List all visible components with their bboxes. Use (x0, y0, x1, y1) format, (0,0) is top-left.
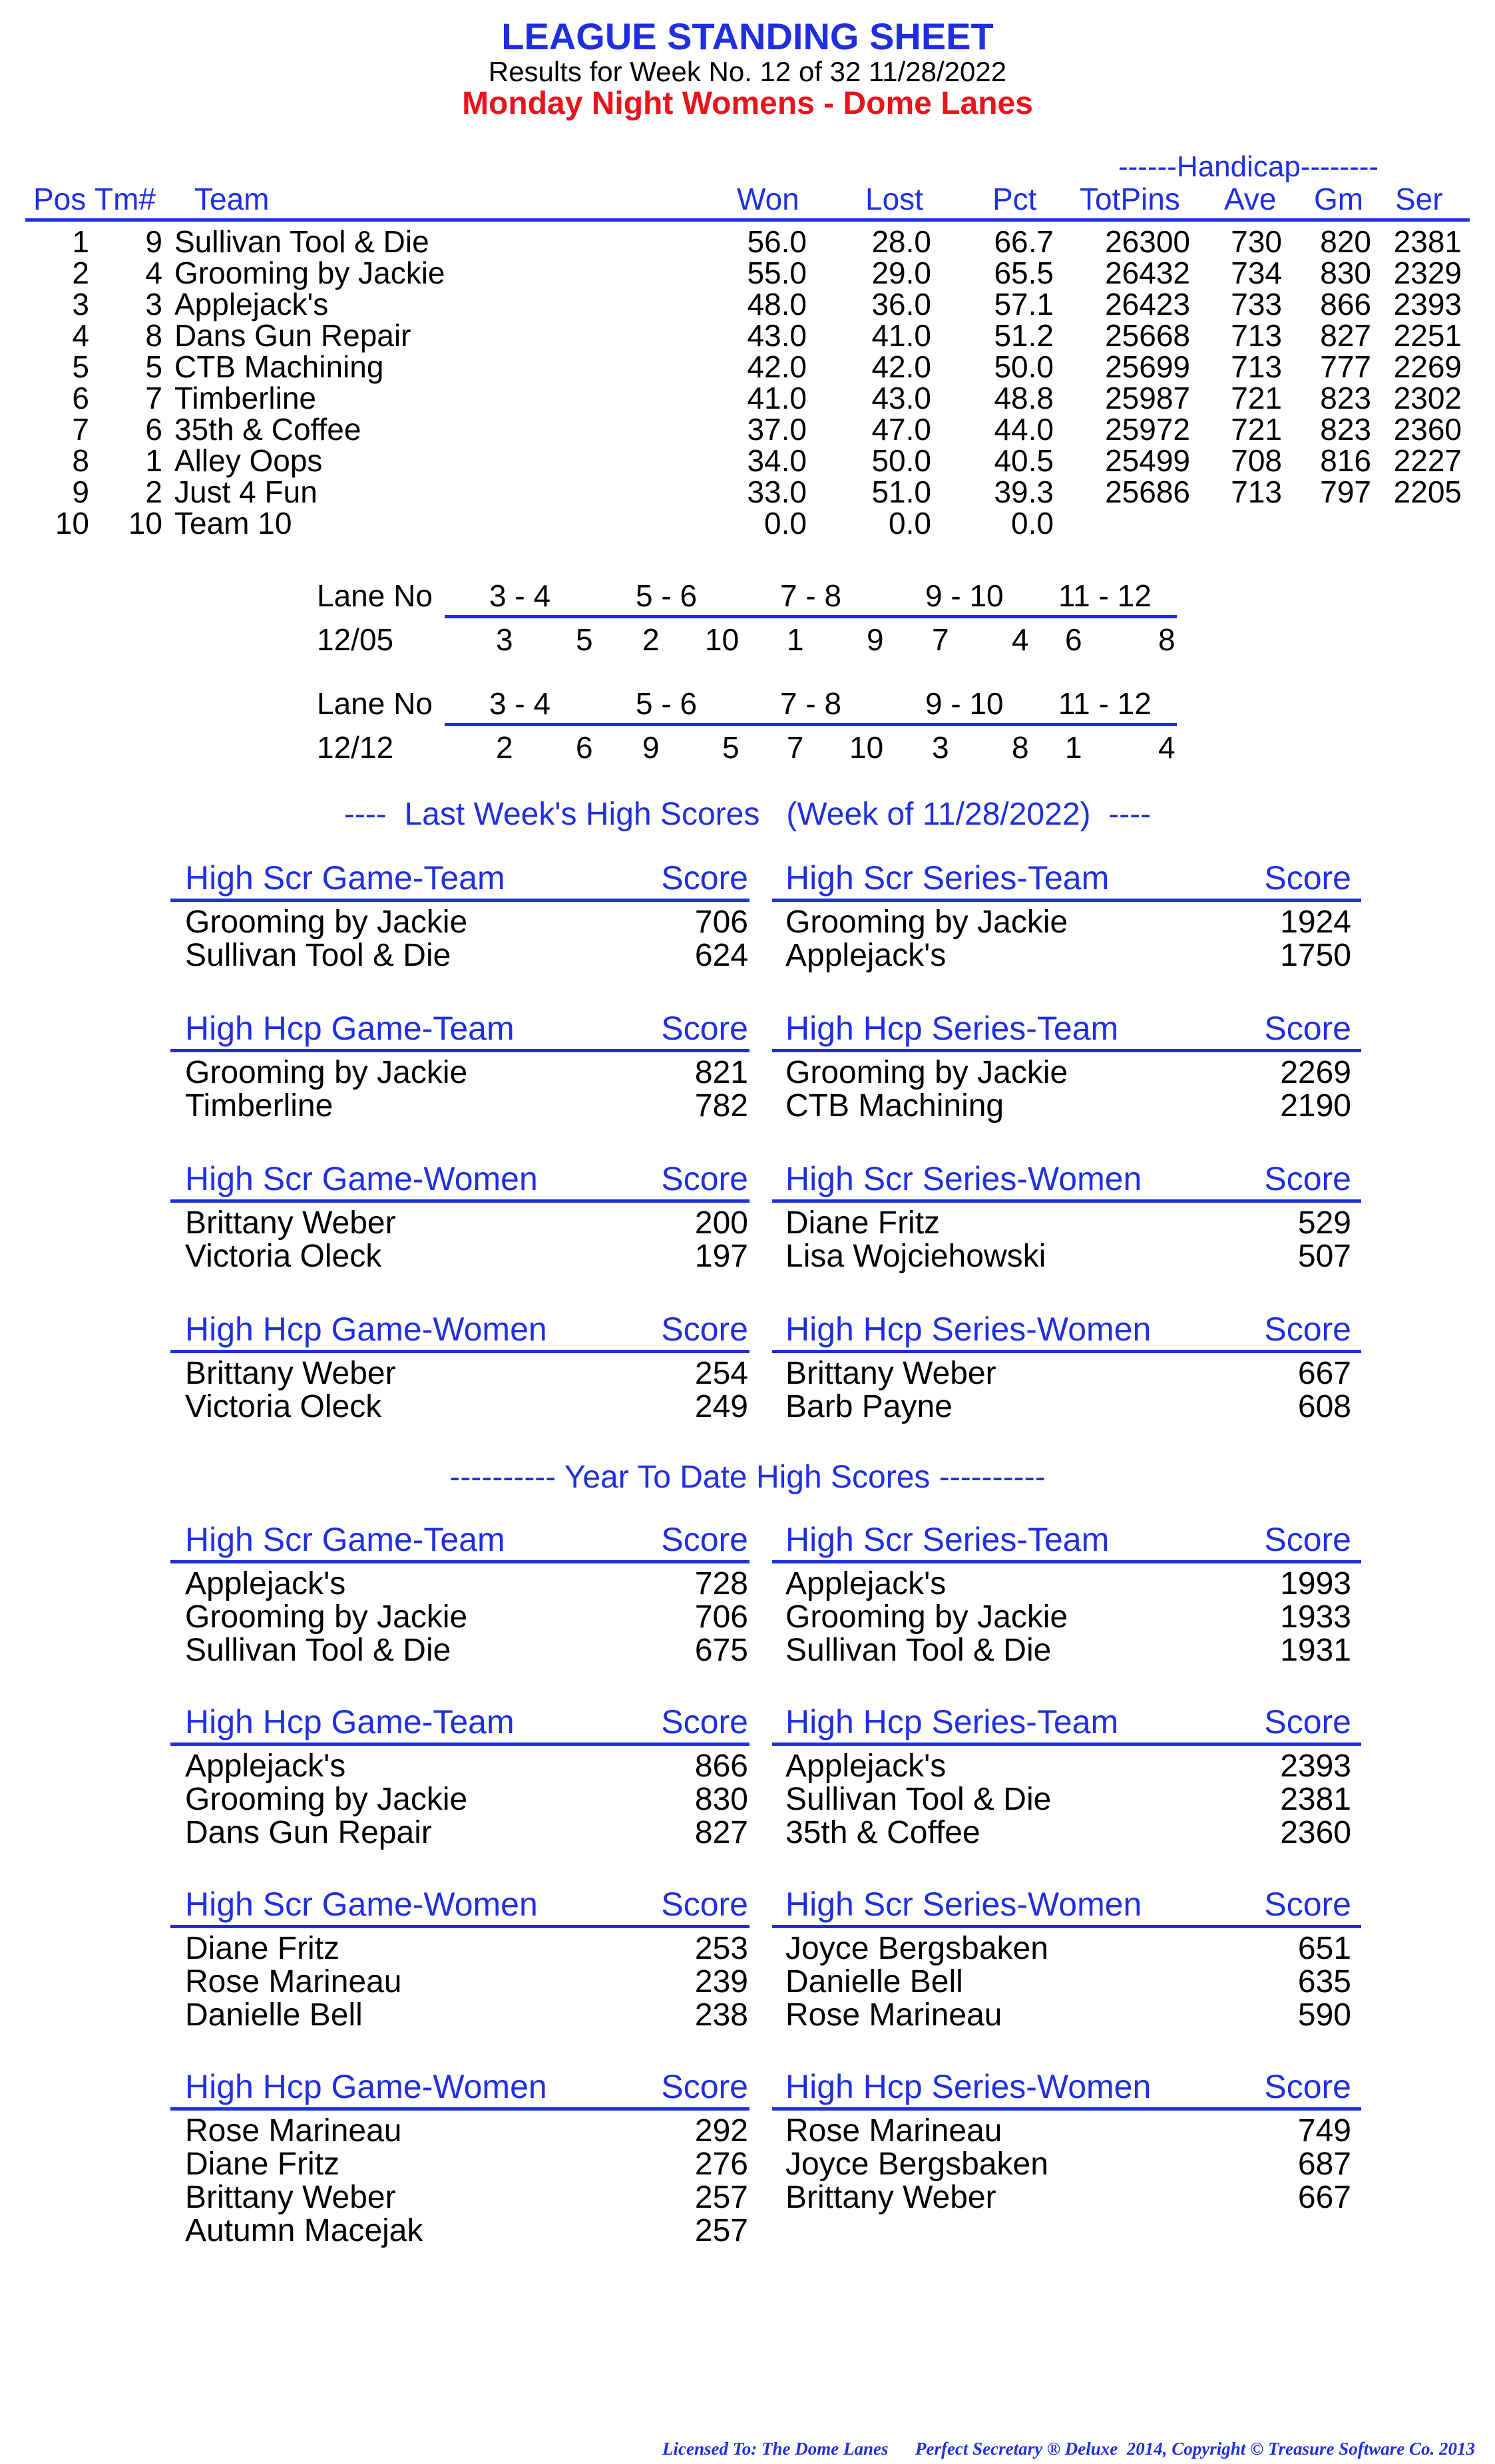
entry-name: Timberline (185, 1088, 333, 1124)
entry-score: 608 (1297, 1389, 1351, 1424)
cell-team: Sullivan Tool & Die (174, 224, 429, 259)
entry-score: 635 (1297, 1964, 1351, 1999)
cell-pct: 0.0 (1011, 506, 1054, 540)
cell-lost: 36.0 (871, 287, 931, 321)
match-team-a: 9 (642, 730, 660, 765)
cell-gm: 827 (1320, 318, 1371, 353)
cell-pos: 2 (72, 256, 89, 290)
entry-score: 651 (1297, 1931, 1351, 1966)
col-totpins: TotPins (1080, 182, 1180, 216)
section-title: High Hcp Series-Team (785, 1703, 1119, 1741)
entry-name: Grooming by Jackie (785, 1599, 1068, 1635)
entry-name: Applejack's (785, 1566, 947, 1601)
cell-lost: 47.0 (871, 412, 931, 447)
entry-score: 2190 (1280, 1088, 1351, 1124)
cell-pct: 65.5 (994, 256, 1054, 290)
entry-name: Brittany Weber (785, 2180, 996, 2215)
section-title: High Hcp Series-Team (785, 1010, 1119, 1047)
last-week-banner: ---- Last Week's High Scores (Week of 11/28/2022) ---- (343, 797, 1152, 832)
table-row (0, 505, 1495, 540)
cell-ave: 721 (1231, 381, 1282, 415)
section-title: High Scr Game-Team (185, 859, 505, 897)
cell-pos: 1 (72, 224, 89, 259)
score-header: Score (661, 1521, 748, 1558)
entry-name: Grooming by Jackie (185, 1782, 468, 1817)
entry-score: 197 (694, 1239, 748, 1274)
entry-name: Joyce Bergsbaken (785, 2147, 1048, 2182)
match-team-b: 8 (1158, 622, 1175, 657)
section-title: High Hcp Series-Women (785, 2068, 1152, 2105)
section-title: High Scr Series-Team (785, 859, 1110, 897)
entry-score: 257 (694, 2180, 748, 2215)
entry-name: Brittany Weber (185, 1205, 396, 1241)
match-team-b: 5 (722, 730, 740, 765)
cell-tm: 5 (145, 349, 162, 384)
cell-team: Team 10 (174, 506, 292, 540)
entry-name: Autumn Macejak (185, 2213, 423, 2248)
score-header: Score (1264, 1010, 1351, 1047)
entry-score: 276 (694, 2147, 748, 2182)
cell-pos: 3 (72, 287, 89, 321)
handicap-label: ------Handicap-------- (1118, 150, 1379, 183)
col-won: Won (737, 182, 799, 216)
section-title: High Scr Game-Team (185, 1521, 505, 1558)
entry-name: Sullivan Tool & Die (185, 1633, 451, 1668)
entry-name: Sullivan Tool & Die (785, 1782, 1052, 1817)
section-underline (772, 1560, 1361, 1563)
cell-pct: 44.0 (994, 412, 1054, 447)
entry-score: 292 (694, 2113, 748, 2149)
cell-lost: 42.0 (871, 349, 931, 384)
entry-name: Brittany Weber (185, 2180, 396, 2215)
cell-team: CTB Machining (174, 349, 384, 384)
cell-pos: 10 (55, 506, 89, 540)
cell-pos: 9 (72, 475, 89, 509)
entry-name: CTB Machining (785, 1088, 1004, 1124)
cell-pos: 8 (72, 443, 89, 478)
cell-won: 41.0 (747, 381, 807, 415)
entry-score: 687 (1297, 2147, 1351, 2182)
cell-ser: 2302 (1393, 381, 1462, 415)
entry-name: Rose Marineau (785, 2113, 1002, 2149)
entry-score: 590 (1297, 1997, 1351, 2033)
col-team: Team (194, 182, 270, 216)
entry-name: Barb Payne (785, 1389, 953, 1424)
cell-totpins: 25499 (1105, 443, 1190, 478)
cell-team: Alley Oops (174, 443, 323, 478)
cell-won: 0.0 (764, 506, 807, 540)
match-team-b: 10 (705, 622, 740, 657)
score-header: Score (1264, 1703, 1351, 1741)
lane-pair: 5 - 6 (636, 578, 698, 613)
cell-team: 35th & Coffee (174, 412, 361, 447)
score-header: Score (661, 859, 748, 897)
cell-pct: 57.1 (994, 287, 1054, 321)
cell-lost: 0.0 (889, 506, 931, 540)
entry-name: Diane Fritz (185, 2147, 340, 2182)
entry-score: 529 (1297, 1205, 1351, 1241)
entry-name: Joyce Bergsbaken (785, 1931, 1048, 1966)
entry-name: Applejack's (785, 1748, 947, 1784)
cell-gm: 866 (1320, 287, 1371, 321)
cell-tm: 7 (145, 381, 162, 415)
section-title: High Scr Game-Women (185, 1160, 538, 1197)
lane-pair: 7 - 8 (780, 686, 842, 721)
entry-name: Applejack's (185, 1566, 346, 1601)
cell-pct: 48.8 (994, 381, 1054, 415)
score-header: Score (1264, 1160, 1351, 1197)
entry-score: 2381 (1280, 1782, 1351, 1817)
cell-pos: 5 (72, 349, 89, 384)
match-team-b: 8 (1012, 730, 1029, 765)
section-underline (170, 1350, 749, 1353)
cell-totpins: 25972 (1105, 412, 1190, 447)
cell-ave: 713 (1231, 475, 1282, 509)
entry-score: 200 (694, 1205, 748, 1241)
entry-name: Rose Marineau (785, 1997, 1002, 2033)
score-header: Score (1264, 2068, 1351, 2105)
cell-pct: 66.7 (994, 224, 1054, 259)
col-gm: Gm (1314, 182, 1364, 216)
section-underline (772, 1199, 1361, 1203)
entry-name: Victoria Oleck (185, 1239, 382, 1274)
cell-tm: 4 (145, 256, 162, 290)
entry-score: 1750 (1280, 938, 1351, 973)
cell-team: Just 4 Fun (174, 475, 318, 509)
section-title: High Hcp Game-Team (185, 1010, 515, 1047)
cell-tm: 6 (145, 412, 162, 447)
entry-score: 675 (694, 1633, 748, 1668)
section-title: High Scr Series-Women (785, 1886, 1142, 1923)
cell-won: 56.0 (747, 224, 807, 259)
cell-pct: 50.0 (994, 349, 1054, 384)
match-team-b: 5 (576, 622, 593, 657)
cell-totpins: 25987 (1105, 381, 1190, 415)
section-underline (170, 1049, 749, 1052)
score-header: Score (661, 2068, 748, 2105)
cell-ser: 2381 (1393, 224, 1462, 259)
cell-ave: 713 (1231, 318, 1282, 353)
week-subtitle: Results for Week No. 12 of 32 11/28/2022 (488, 56, 1007, 87)
entry-score: 249 (694, 1389, 748, 1424)
license-footer: Licensed To: The Dome Lanes Perfect Secretary ® Deluxe 2014, Copyright © Treasure Software Co. 2013 (662, 2439, 1475, 2459)
score-header: Score (1264, 859, 1351, 897)
entry-name: Danielle Bell (785, 1964, 963, 1999)
entry-score: 238 (694, 1997, 748, 2033)
lane-pair: 9 - 10 (925, 686, 1004, 721)
entry-score: 2393 (1280, 1748, 1351, 1784)
cell-lost: 29.0 (871, 256, 931, 290)
cell-gm: 820 (1320, 224, 1371, 259)
entry-name: Grooming by Jackie (785, 905, 1068, 940)
match-team-b: 6 (576, 730, 593, 765)
cell-ave: 734 (1231, 256, 1282, 290)
cell-lost: 43.0 (871, 381, 931, 415)
match-team-a: 3 (932, 730, 949, 765)
lane-pair: 3 - 4 (489, 686, 551, 721)
section-underline (170, 899, 749, 902)
cell-ave: 733 (1231, 287, 1282, 321)
cell-pos: 6 (72, 381, 89, 415)
cell-lost: 50.0 (871, 443, 931, 478)
cell-ser: 2205 (1393, 475, 1462, 509)
cell-ser: 2269 (1393, 349, 1462, 384)
lane-pair: 5 - 6 (636, 686, 698, 721)
entry-name: Rose Marineau (185, 1964, 402, 1999)
table-row (0, 317, 1495, 353)
cell-won: 37.0 (747, 412, 807, 447)
cell-tm: 1 (145, 443, 162, 478)
entry-name: Victoria Oleck (185, 1389, 382, 1424)
cell-tm: 9 (145, 224, 162, 259)
col-lost: Lost (865, 182, 923, 216)
entry-name: Sullivan Tool & Die (185, 938, 451, 973)
entry-score: 667 (1297, 2180, 1351, 2215)
entry-name: Grooming by Jackie (785, 1055, 1068, 1090)
entry-score: 1931 (1280, 1633, 1351, 1668)
match-team-b: 4 (1012, 622, 1029, 657)
entry-score: 257 (694, 2213, 748, 2248)
section-title: High Hcp Game-Women (185, 2068, 547, 2105)
match-team-b: 4 (1158, 730, 1175, 765)
entry-name: Dans Gun Repair (185, 1815, 432, 1850)
cell-team: Timberline (174, 381, 317, 415)
col-ser: Ser (1395, 182, 1443, 216)
cell-ser: 2393 (1393, 287, 1462, 321)
entry-score: 830 (694, 1782, 748, 1817)
cell-tm: 2 (145, 475, 162, 509)
match-team-a: 7 (787, 730, 804, 765)
entry-score: 253 (694, 1931, 748, 1966)
cell-team: Applejack's (174, 287, 329, 321)
section-title: High Hcp Game-Women (185, 1311, 547, 1348)
section-underline (170, 1925, 749, 1928)
cell-tm: 10 (128, 506, 162, 540)
cell-pct: 51.2 (994, 318, 1054, 353)
section-underline (772, 1049, 1361, 1052)
section-underline (772, 1743, 1361, 1746)
section-title: High Scr Series-Women (785, 1160, 1142, 1197)
col-pct: Pct (992, 182, 1037, 216)
section-underline (772, 1350, 1361, 1353)
section-underline (170, 1743, 749, 1746)
entry-score: 728 (694, 1566, 748, 1601)
cell-ser: 2227 (1393, 443, 1462, 478)
entry-name: Grooming by Jackie (185, 1055, 468, 1090)
lane-pair: 7 - 8 (780, 578, 842, 613)
cell-gm: 797 (1320, 475, 1371, 509)
cell-gm: 777 (1320, 349, 1371, 384)
cell-pct: 39.3 (994, 475, 1054, 509)
cell-ave: 713 (1231, 349, 1282, 384)
lane-label: Lane No (317, 578, 433, 613)
section-underline (772, 899, 1361, 902)
cell-totpins: 25686 (1105, 475, 1190, 509)
lane-divider (445, 723, 1177, 726)
cell-tm: 8 (145, 318, 162, 353)
lane-pair: 3 - 4 (489, 578, 551, 613)
cell-team: Grooming by Jackie (174, 256, 445, 290)
col-pos: Pos (33, 182, 87, 216)
section-underline (772, 1925, 1361, 1928)
cell-totpins: 26300 (1105, 224, 1190, 259)
entry-name: 35th & Coffee (785, 1815, 980, 1850)
cell-gm: 830 (1320, 256, 1371, 290)
section-underline (170, 1199, 749, 1203)
cell-lost: 28.0 (871, 224, 931, 259)
entry-score: 706 (694, 1599, 748, 1635)
cell-totpins: 26423 (1105, 287, 1190, 321)
lane-pair: 9 - 10 (925, 578, 1004, 613)
table-row (0, 380, 1495, 415)
col-tm: Tm# (95, 182, 156, 216)
cell-won: 43.0 (747, 318, 807, 353)
score-header: Score (661, 1886, 748, 1923)
cell-gm: 823 (1320, 412, 1371, 447)
entry-score: 1993 (1280, 1566, 1351, 1601)
league-name: Monday Night Womens - Dome Lanes (462, 86, 1033, 121)
col-ave: Ave (1224, 182, 1277, 216)
match-team-a: 3 (496, 622, 513, 657)
entry-name: Brittany Weber (185, 1356, 396, 1391)
lane-pair: 11 - 12 (1058, 578, 1152, 613)
cell-totpins: 25668 (1105, 318, 1190, 353)
cell-won: 42.0 (747, 349, 807, 384)
cell-totpins: 25699 (1105, 349, 1190, 384)
cell-won: 34.0 (747, 443, 807, 478)
standings-divider (25, 218, 1470, 222)
entry-name: Grooming by Jackie (185, 905, 468, 940)
entry-score: 667 (1297, 1356, 1351, 1391)
ytd-banner: ---------- Year To Date High Scores ---------- (449, 1460, 1046, 1495)
cell-won: 55.0 (747, 256, 807, 290)
match-team-a: 1 (787, 622, 804, 657)
entry-name: Brittany Weber (785, 1356, 996, 1391)
entry-score: 821 (694, 1055, 748, 1090)
cell-ave: 730 (1231, 224, 1282, 259)
entry-name: Diane Fritz (185, 1931, 340, 1966)
table-row (0, 255, 1495, 290)
table-row (0, 411, 1495, 447)
cell-team: Dans Gun Repair (174, 318, 411, 353)
match-team-b: 10 (849, 730, 884, 765)
section-title: High Hcp Game-Team (185, 1703, 515, 1741)
cell-tm: 3 (145, 287, 162, 321)
cell-won: 33.0 (747, 475, 807, 509)
entry-name: Applejack's (785, 938, 947, 973)
entry-name: Applejack's (185, 1748, 346, 1784)
score-header: Score (1264, 1521, 1351, 1558)
page-title: LEAGUE STANDING SHEET (501, 15, 994, 57)
match-team-b: 9 (867, 622, 884, 657)
section-underline (170, 1560, 749, 1563)
entry-name: Rose Marineau (185, 2113, 402, 2149)
cell-ave: 721 (1231, 412, 1282, 447)
score-header: Score (1264, 1886, 1351, 1923)
entry-score: 1924 (1280, 905, 1351, 940)
cell-lost: 41.0 (871, 318, 931, 353)
cell-totpins: 26432 (1105, 256, 1190, 290)
lane-label: Lane No (317, 686, 433, 721)
cell-won: 48.0 (747, 287, 807, 321)
entry-score: 2269 (1280, 1055, 1351, 1090)
entry-score: 624 (694, 938, 748, 973)
score-header: Score (661, 1311, 748, 1348)
cell-ser: 2360 (1393, 412, 1462, 447)
score-header: Score (661, 1703, 748, 1741)
standings-header (0, 181, 1495, 216)
match-date: 12/05 (317, 622, 394, 657)
cell-ser: 2329 (1393, 256, 1462, 290)
entry-score: 749 (1297, 2113, 1351, 2149)
entry-name: Sullivan Tool & Die (785, 1633, 1052, 1668)
entry-name: Diane Fritz (785, 1205, 941, 1241)
entry-score: 2360 (1280, 1815, 1351, 1850)
table-row (0, 474, 1495, 509)
entry-name: Grooming by Jackie (185, 1599, 468, 1635)
table-row (0, 443, 1495, 478)
entry-score: 239 (694, 1964, 748, 1999)
score-header: Score (1264, 1311, 1351, 1348)
entry-name: Lisa Wojciehowski (785, 1239, 1046, 1274)
cell-gm: 816 (1320, 443, 1371, 478)
lane-divider (445, 615, 1177, 618)
entry-score: 866 (694, 1748, 748, 1784)
entry-score: 782 (694, 1088, 748, 1124)
match-team-a: 7 (932, 622, 949, 657)
score-header: Score (661, 1010, 748, 1047)
match-team-a: 2 (642, 622, 660, 657)
entry-score: 1933 (1280, 1599, 1351, 1635)
match-team-a: 1 (1065, 730, 1082, 765)
entry-name: Danielle Bell (185, 1997, 363, 2033)
entry-score: 254 (694, 1356, 748, 1391)
match-team-a: 2 (496, 730, 513, 765)
section-title: High Hcp Series-Women (785, 1311, 1152, 1348)
entry-score: 507 (1297, 1239, 1351, 1274)
cell-ser: 2251 (1393, 318, 1462, 353)
match-team-a: 6 (1065, 622, 1082, 657)
cell-ave: 708 (1231, 443, 1282, 478)
section-underline (772, 2107, 1361, 2111)
section-title: High Scr Series-Team (785, 1521, 1110, 1558)
cell-pos: 4 (72, 318, 89, 353)
table-row (0, 286, 1495, 321)
cell-gm: 823 (1320, 381, 1371, 415)
table-row (0, 224, 1495, 259)
score-header: Score (661, 1160, 748, 1197)
entry-score: 706 (694, 905, 748, 940)
section-underline (170, 2107, 749, 2111)
entry-score: 827 (694, 1815, 748, 1850)
cell-pct: 40.5 (994, 443, 1054, 478)
section-title: High Scr Game-Women (185, 1886, 538, 1923)
lane-pair: 11 - 12 (1058, 686, 1152, 721)
cell-lost: 51.0 (871, 475, 931, 509)
match-date: 12/12 (317, 730, 394, 765)
cell-pos: 7 (72, 412, 89, 447)
table-row (0, 349, 1495, 384)
